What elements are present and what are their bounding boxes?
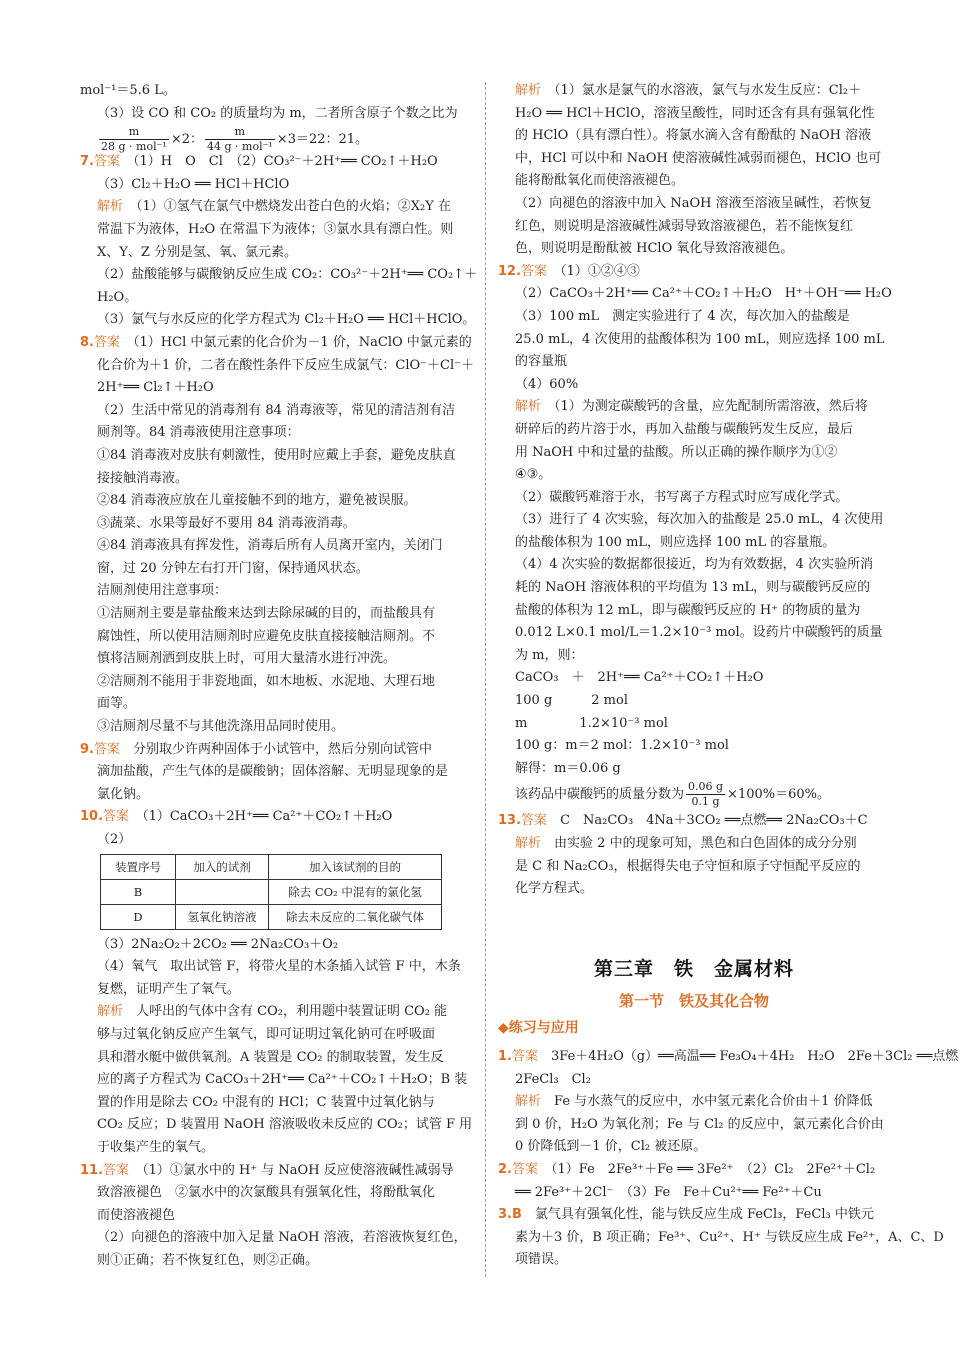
text-line: （3）进行了 4 次实验，每次加入的盐酸是 25.0 mL，4 次使用: [515, 512, 884, 528]
text-line: ③蔬菜、水果等最好不要用 84 消毒液消毒。: [97, 515, 356, 531]
text-line: 化学方程式。: [515, 881, 594, 897]
answer-9: 9.答案 分别取少许两种固体于小试管中，然后分别向试管中: [80, 741, 433, 757]
analysis-10: 解析 人呼出的气体中含有 CO₂，利用题中装置证明 CO₂ 能: [97, 1004, 448, 1020]
text-line: 致溶液褪色 ②氯水中的次氯酸具有强氧化性，将酚酞氧化: [97, 1185, 436, 1201]
text-line: H₂O。: [97, 289, 138, 305]
text-line: mol⁻¹＝5.6 L。: [80, 83, 176, 98]
text-line: （2）碳酸钙难溶于水，书写离子方程式时应写成化学式。: [515, 489, 849, 505]
fraction: $\frac{0.06 g}{0.1 g}$: [688, 780, 724, 809]
table-header: 加入的试剂: [176, 854, 269, 879]
text-line: 而使溶液褪色: [97, 1207, 176, 1223]
text-line: 中，HCl 可以中和 NaOH 使溶液碱性减弱而褪色，HClO 也可: [515, 150, 882, 166]
table-cell: B: [101, 879, 176, 904]
right-column: [498, 80, 890, 901]
column-divider: [485, 82, 486, 1277]
table-cell: [176, 879, 269, 904]
text-line: 是 C 和 Na₂CO₃，根据得失电子守恒和原子守恒配平反应的: [515, 858, 861, 874]
text-line: m 1.2×10⁻³ mol: [515, 715, 668, 731]
text-line: （3）氯气与水反应的化学方程式为 Cl₂＋H₂O ══ HCl＋HClO。: [97, 312, 476, 328]
text-line: 够与过氧化钠反应产生氧气，即可证明过氧化钠可在呼吸面: [97, 1026, 436, 1042]
text-line: X、Y、Z 分别是氢、氧、氯元素。: [97, 244, 298, 260]
table-row: [101, 879, 442, 904]
answer-11: 11.答案 （1）①氯水中的 H⁺ 与 NaOH 反应使溶液碱性减弱导: [80, 1162, 454, 1178]
table-cell: 氢氧化钠溶液: [176, 904, 269, 929]
text-line: ①84 消毒液对皮肤有刺激性，使用时应戴上手套，避免皮肤直: [97, 447, 456, 463]
text-line: H₂O ══ HCl＋HClO，溶液呈酸性，同时还含有具有强氧化性: [515, 105, 875, 121]
text-line: 2FeCl₃ Cl₂: [515, 1071, 591, 1087]
text-line: 滴加盐酸，产生气体的是碳酸钠；固体溶解、无明显现象的是: [97, 764, 449, 780]
practice-heading: ◆练习与应用: [498, 1020, 579, 1036]
text-line: 于收集产生的氧气。: [97, 1139, 215, 1155]
text-line: 复燃，证明产生了氧气。: [97, 981, 241, 997]
text-line: 厕剂等。84 消毒液使用注意事项：: [97, 425, 300, 441]
analysis-13: 解析 由实验 2 中的现象可知，黑色和白色固体的成分分别: [515, 836, 857, 851]
text-line: 100 g：m＝2 mol：1.2×10⁻³ mol: [515, 738, 729, 754]
text-line: 解得：m＝0.06 g: [515, 760, 621, 776]
text-line: 的 HClO（具有漂白性）。将氯水滴入含有酚酞的 NaOH 溶液: [515, 128, 872, 144]
text-line: 素为＋3 价，B 项正确；Fe³⁺、Cu²⁺、H⁺ 与铁反应生成 Fe²⁺，A、C、D: [515, 1229, 944, 1245]
text-line: （2）向褪色的溶液中加入足量 NaOH 溶液，若溶液恢复红色，: [97, 1230, 467, 1246]
text-line: ══ 2Fe³⁺＋2Cl⁻ （3）Fe Fe＋Cu²⁺══ Fe²⁺＋Cu: [515, 1184, 822, 1200]
table-cell: D: [101, 904, 176, 929]
text-line: ①洁厕剂主要是靠盐酸来达到去除尿碱的目的，而盐酸具有: [97, 606, 436, 622]
text-line: ④③。: [515, 467, 552, 483]
practice-answer-3: 3.B 氯气具有强氧化性，能与铁反应生成 FeCl₃，FeCl₃ 中铁元: [498, 1207, 874, 1223]
text-line: CO₂ 反应；D 装置用 NaOH 溶液吸收未反应的 CO₂；试管 F 用: [97, 1117, 473, 1133]
text-line: 窗，过 20 分钟左右打开门窗，保持通风状态。: [97, 560, 369, 576]
answer-10: 10.答案 （1）CaCO₃＋2H⁺══ Ca²⁺＋CO₂↑＋H₂O: [80, 809, 393, 825]
text-line: （3）Cl₂＋H₂O ══ HCl＋HClO: [97, 176, 290, 192]
answer-8: 8.答案 （1）HCl 中氯元素的化合价为－1 价，NaClO 中氯元素的: [80, 334, 472, 350]
fraction: $\frac{m}{\text{28 g · mol⁻¹}}$: [101, 125, 167, 154]
text-line: （4）4 次实验的数据都很接近，均为有效数据，4 次实验所消: [515, 557, 874, 573]
section-title: 第一节 铁及其化合物: [618, 992, 769, 1010]
answer-13: 13.答案 C Na₂CO₃ 4Na＋3CO₂ ══点燃══ 2Na₂CO₃＋C: [498, 813, 868, 829]
text-line: 0.012 L×0.1 mol/L＝1.2×10⁻³ mol。设药片中碳酸钙的质量: [515, 625, 883, 641]
text-line: （2）盐酸能够与碳酸钠反应生成 CO₂：CO₃²⁻＋2H⁺══ CO₂↑＋: [97, 267, 478, 283]
reagent-table: [100, 854, 442, 930]
text-line: （2）生活中常见的消毒剂有 84 消毒液等，常见的清洁剂有洁: [97, 402, 456, 418]
analysis-7: 解析 （1）①氢气在氯气中燃烧发出苍白色的火焰；②X₂Y 在: [97, 199, 451, 215]
text-line: 置的作用是除去 CO₂ 中混有的 HCl；C 装置中过氧化钠与: [97, 1094, 435, 1110]
text-line: 项错误。: [515, 1252, 568, 1268]
text-line: 100 g 2 mol: [515, 693, 628, 709]
table-row: [101, 904, 442, 929]
text-line: 接接触消毒液。: [97, 470, 189, 486]
text-line: 慎将洁厕剂洒到皮肤上时，可用大量清水进行冲洗。: [97, 651, 397, 667]
text-line: 则①正确；若不恢复红色，则②正确。: [97, 1252, 319, 1268]
text-line: ②洁厕剂不能用于非瓷地面，如木地板、水泥地、大理石地: [97, 673, 436, 689]
table-cell: 除去未反应的二氧化碳气体: [269, 904, 442, 929]
text-line: ②84 消毒液应放在儿童接触不到的地方，避免被误服。: [97, 493, 417, 509]
text-line: 腐蚀性，所以使用洁厕剂时应避免皮肤直接接触洁厕剂。不: [97, 628, 436, 644]
left-column: [80, 80, 478, 1273]
text-line: 耗的 NaOH 溶液体积的平均值为 13 mL，则与碳酸钙反应的: [515, 580, 871, 596]
practice-answer-1: 1.答案 3Fe＋4H₂O（g）══高温══ Fe₃O₄＋4H₂ H₂O 2Fe＋3Cl₂ ══点燃: [498, 1049, 959, 1064]
text-line: 氯化钠。: [97, 786, 150, 802]
text-line: 红色，则说明是溶液碱性减弱导致溶液褪色，若不能恢复红: [515, 218, 854, 234]
fraction: $\frac{m}{\text{44 g · mol⁻¹}}$: [206, 125, 273, 154]
text-line: 化合价为＋1 价，二者在酸性条件下反应生成氯气：ClO⁻＋Cl⁻＋: [97, 357, 474, 373]
text-line: （3）设 CO 和 CO₂ 的质量均为 m，二者所含原子个数之比为: [97, 105, 458, 121]
text-line: 的盐酸体积为 100 mL，则应选择 100 mL 的容量瓶。: [515, 534, 836, 550]
text-line: 面等。: [97, 696, 137, 712]
fraction-line: $\frac{m}{\text{28 g · mol⁻¹}}$ ×2： $\frac{m}{\text{44 g · mol⁻¹}}$ ×3＝22：21。: [101, 125, 369, 154]
text-line: （2）向褪色的溶液中加入 NaOH 溶液至溶液呈碱性，若恢复: [515, 195, 872, 211]
text-line: 0 价降低到－1 价，Cl₂ 被还原。: [515, 1139, 707, 1155]
text-line: （2）: [97, 832, 132, 847]
text-line: 为 m，则：: [515, 647, 584, 663]
text-line: 2H⁺══ Cl₂↑＋H₂O: [97, 380, 214, 396]
text-line: （4）60%: [515, 376, 579, 392]
text-line: 的容量瓶: [515, 354, 568, 370]
practice-answers: [498, 1046, 959, 1272]
text-line: CaCO₃ ＋ 2H⁺══ Ca²⁺＋CO₂↑＋H₂O: [515, 670, 764, 686]
text-line: （4）氧气 取出试管 F，将带火星的木条插入试管 F 中，木条: [97, 959, 461, 975]
text-line: 洁厕剂使用注意事项：: [97, 583, 228, 599]
text-line: 能将酚酞氧化而使溶液褪色。: [515, 173, 685, 189]
text-line: ④84 消毒液具有挥发性，消毒后所有人员离开室内，关闭门: [97, 538, 443, 554]
table-header: 加入该试剂的目的: [269, 854, 442, 879]
answer-12: 12.答案 （1）①②④③: [498, 263, 640, 279]
text-line: （3）100 mL 测定实验进行了 4 次，每次加入的盐酸是: [515, 308, 850, 324]
answer-7: 7.答案 （1）H O Cl （2）CO₃²⁻＋2H⁺══ CO₂↑＋H₂O: [80, 154, 438, 170]
text-line: 到 0 价，H₂O 为氧化剂；Fe 与 Cl₂ 的反应中，氯元素化合价由: [515, 1116, 884, 1132]
fraction-line: 该药品中碳酸钙的质量分数为 $\frac{0.06 g}{0.1 g}$ ×100%＝60%。: [515, 780, 830, 809]
text-line: 常温下为液体，H₂O 在常温下为液体；③氯水具有漂白性。则: [97, 221, 454, 237]
practice-answer-2: 2.答案 （1）Fe 2Fe³⁺＋Fe ══ 3Fe²⁺ （2）Cl₂ 2Fe²⁺＋Cl₂: [498, 1161, 876, 1177]
text-line: （2）CaCO₃＋2H⁺══ Ca²⁺＋CO₂↑＋H₂O H⁺＋OH⁻══ H₂O: [515, 286, 892, 302]
table-header-row: [101, 854, 442, 879]
text-line: 应的离子方程式为 CaCO₃＋2H⁺══ Ca²⁺＋CO₂↑＋H₂O；B 装: [97, 1072, 468, 1088]
analysis-12: 解析 （1）为测定碳酸钙的含量，应先配制所需溶液，然后将: [515, 399, 868, 415]
text-line: 色，则说明是酚酞被 HClO 氧化导致溶液褪色。: [515, 241, 794, 257]
table-header: 装置序号: [101, 854, 176, 879]
text-line: 具和潜水艇中做供氧剂。A 装置是 CO₂ 的制取装置，发生反: [97, 1049, 444, 1065]
text-line: 研碎后的药片溶于水，再加入盐酸与碳酸钙发生反应，最后: [515, 421, 854, 437]
text-line: （3）2Na₂O₂＋2CO₂ ══ 2Na₂CO₃＋O₂: [97, 936, 339, 952]
text-line: 25.0 mL，4 次使用的盐酸体积为 100 mL，则应选择 100 mL: [515, 331, 885, 347]
chapter-title: 第三章 铁 金属材料: [593, 958, 794, 980]
analysis-11: 解析 （1）氯水是氯气的水溶液，氯气与水发生反应：Cl₂＋: [515, 83, 862, 98]
text-line: ③洁厕剂尽量不与其他洗涤用品同时使用。: [97, 719, 345, 735]
table-cell: 除去 CO₂ 中混有的氯化氢: [269, 879, 442, 904]
text-line: 盐酸的体积为 12 mL，即与碳酸钙反应的 H⁺ 的物质的量为: [515, 602, 861, 618]
practice-analysis-1: 解析 Fe 与水蒸气的反应中，水中氢元素化合价由＋1 价降低: [515, 1094, 873, 1110]
text-line: 用 NaOH 中和过量的盐酸。所以正确的操作顺序为①②: [515, 444, 838, 460]
